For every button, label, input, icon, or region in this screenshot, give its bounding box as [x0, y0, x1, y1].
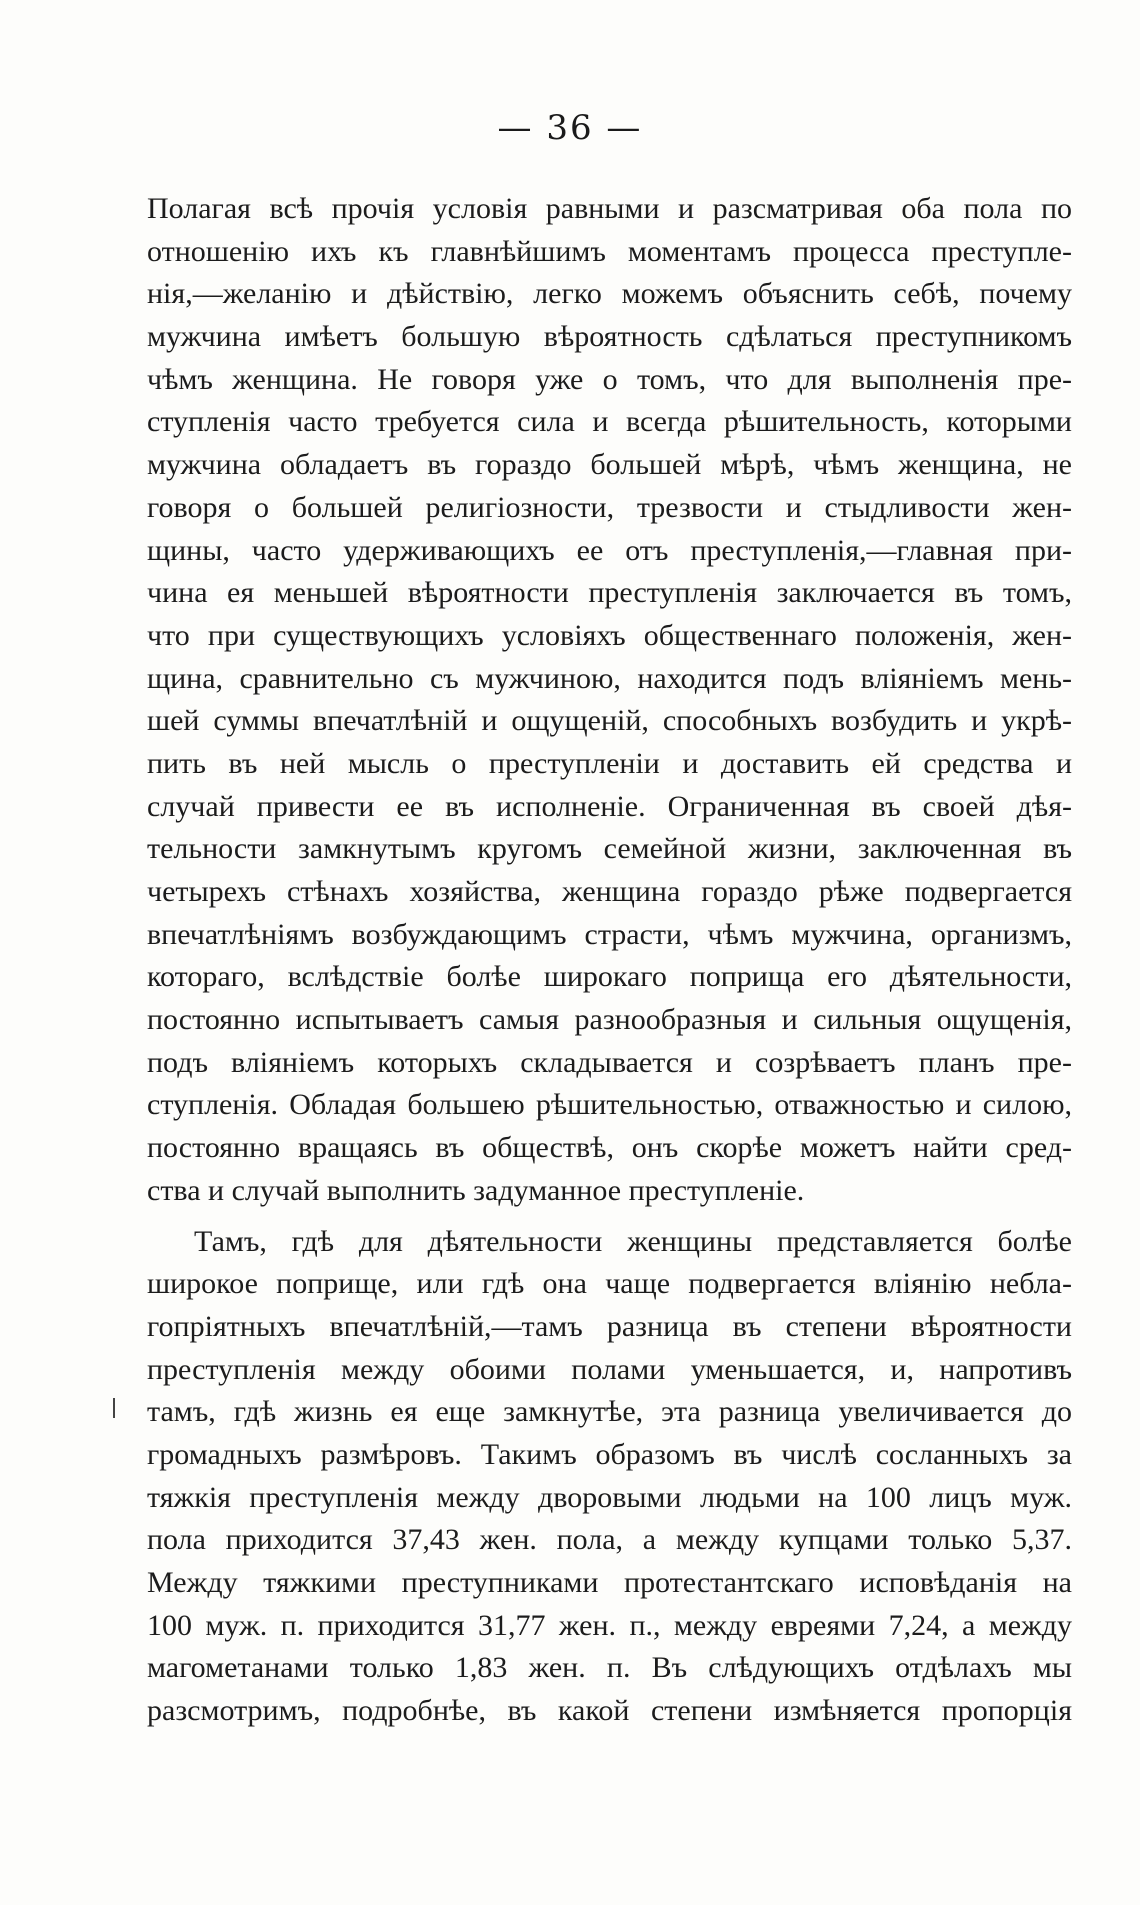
- text-line: нія,—желанію и дѣйствію, легко можемъ объяснить себѣ, почему: [147, 277, 1072, 311]
- text-line: щины, часто удерживающихъ ее отъ преступленія,—главная при-: [147, 533, 1072, 567]
- text-line: широкое поприще, или гдѣ она чаще подвергается вліянію небла-: [147, 1267, 1072, 1301]
- text-line: четырехъ стѣнахъ хозяйства, женщина гораздо рѣже подвергается: [147, 875, 1072, 908]
- paragraph-1: [147, 188, 1072, 1213]
- text-line: мужчина имѣетъ большую вѣроятность сдѣлаться преступникомъ: [147, 320, 1072, 354]
- margin-mark: [113, 1398, 115, 1418]
- text-line: ства и случай выполнить задуманное преступленіе.: [147, 1173, 805, 1207]
- text-line: что при существующихъ условіяхъ общественнаго положенія, жен-: [147, 618, 1072, 652]
- text-line: Между тяжкими преступниками протестантскаго исповѣданія на: [147, 1566, 1072, 1599]
- body-text: [147, 188, 1072, 1733]
- text-line: разсмотримъ, подробнѣе, въ какой степени измѣняется пропорція: [147, 1694, 1072, 1728]
- text-line: преступленія между обоими полами уменьшается, и, напротивъ: [147, 1352, 1072, 1386]
- text-line: говоря о большей религіозности, трезвости и стыдливости жен-: [147, 490, 1072, 524]
- text-line: постоянно вращаясь въ обществѣ, онъ скорѣе можетъ найти сред-: [147, 1131, 1072, 1165]
- text-line: магометанами только 1,83 жен. п. Въ слѣдующихъ отдѣлахъ мы: [147, 1651, 1072, 1685]
- text-line: пить въ ней мысль о преступленіи и доставить ей средства и: [147, 746, 1072, 780]
- text-line: пола приходится 37,43 жен. пола, а между купцами только 5,37.: [147, 1523, 1072, 1557]
- text-line: отношенію ихъ къ главнѣйшимъ моментамъ процесса преступле-: [147, 234, 1072, 268]
- text-line: чѣмъ женщина. Не говоря уже о томъ, что для выполненія пре-: [147, 362, 1072, 396]
- text-line: постоянно испытываетъ самыя разнообразныя и сильныя ощущенія,: [147, 1003, 1072, 1037]
- text-line: ступленія часто требуется сила и всегда рѣшительность, которыми: [147, 405, 1072, 439]
- text-line: тамъ, гдѣ жизнь ея еще замкнутѣе, эта разница увеличивается до: [147, 1395, 1072, 1429]
- text-line: мужчина обладаетъ въ гораздо большей мѣрѣ, чѣмъ женщина, не: [147, 448, 1072, 482]
- text-line: тяжкія преступленія между дворовыми людьми на 100 лицъ муж.: [147, 1480, 1072, 1514]
- text-line: случай привести ее въ исполненіе. Ограниченная въ своей дѣя-: [147, 789, 1072, 823]
- text-line: Полагая всѣ прочія условія равными и разсматривая оба пола по: [147, 192, 1072, 225]
- text-line: тельности замкнутымъ кругомъ семейной жизни, заключенная въ: [147, 832, 1072, 866]
- text-line: впечатлѣніямъ возбуждающимъ страсти, чѣмъ мужчина, организмъ,: [147, 917, 1072, 951]
- paragraph-gap: [147, 1213, 1072, 1221]
- page-number: — 36 —: [497, 108, 643, 148]
- paragraph-2: [147, 1221, 1072, 1733]
- text-line: гопріятныхъ впечатлѣній,—тамъ разница въ степени вѣроятности: [147, 1309, 1072, 1343]
- text-line: щина, сравнительно съ мужчиною, находится подъ вліяніемъ мень-: [147, 661, 1072, 695]
- text-line: подъ вліяніемъ которыхъ складывается и созрѣваетъ планъ пре-: [147, 1045, 1072, 1079]
- text-line: 100 муж. п. приходится 31,77 жен. п., между евреями 7,24, а между: [147, 1608, 1072, 1642]
- text-line: котораго, вслѣдствіе болѣе широкаго поприща его дѣятельности,: [147, 960, 1072, 994]
- text-line: ступленія. Обладая большею рѣшительностью, отважностью и силою,: [147, 1088, 1072, 1122]
- text-line: чина ея меньшей вѣроятности преступленія заключается въ томъ,: [147, 576, 1072, 610]
- text-line: Тамъ, гдѣ для дѣятельности женщины представляется болѣе: [194, 1224, 1072, 1258]
- text-line: громадныхъ размѣровъ. Такимъ образомъ въ числѣ сосланныхъ за: [147, 1437, 1072, 1471]
- text-line: шей суммы впечатлѣній и ощущеній, способныхъ возбудить и укрѣ-: [147, 704, 1072, 738]
